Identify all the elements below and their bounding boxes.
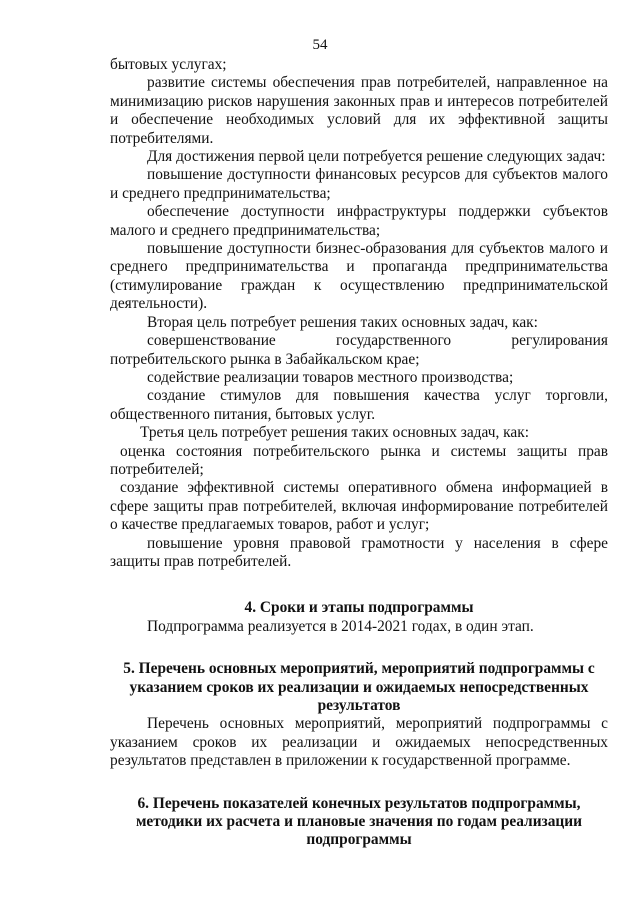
paragraph: обеспечение доступности инфраструктуры поддержки субъектов малого и среднего предпринимательства; bbox=[110, 203, 608, 239]
paragraph: развитие системы обеспечения прав потребителей, направленное на минимизацию рисков нарушения законных прав и интересов потребителей и обеспечение необходимых условий для их эффективной защиты потребителями. bbox=[110, 74, 608, 147]
paragraph: повышение доступности финансовых ресурсов для субъектов малого и среднего предпринимательства; bbox=[110, 166, 608, 202]
paragraph: содействие реализации товаров местного производства; bbox=[147, 368, 514, 386]
section-5-heading: 5. Перечень основных мероприятий, мероприятий подпрограммы с указанием сроков их реализации и ожидаемых непосредственных результатов bbox=[123, 660, 595, 714]
paragraph: оценка состояния потребительского рынка и системы защиты прав потребителей; bbox=[110, 442, 608, 478]
paragraph: создание эффективной системы оперативного обмена информацией в сфере защиты прав потребителей, включая информирование потребителей о качестве предлагаемых товаров, работ и услуг; bbox=[110, 479, 608, 534]
paragraph: Третья цель потребует решения таких основных задач, как: bbox=[140, 424, 529, 442]
document-body bbox=[110, 56, 608, 850]
page-number: 54 bbox=[312, 37, 328, 53]
section-4-heading: 4. Сроки и этапы подпрограммы bbox=[244, 599, 474, 617]
paragraph: Для достижения первой цели потребуется решение следующих задач: bbox=[147, 148, 606, 166]
paragraph: бытовых услугах; bbox=[110, 56, 227, 73]
section-5-text: Перечень основных мероприятий, мероприятий подпрограммы с указанием сроков их реализации и ожидаемых непосредственных результатов представлен в приложении к государственной программе. bbox=[110, 715, 608, 770]
paragraph: создание стимулов для повышения качества услуг торговли, общественного питания, бытовых услуг. bbox=[110, 387, 608, 423]
section-4-text: Подпрограмма реализуется в 2014-2021 годах, в один этап. bbox=[147, 617, 534, 635]
paragraph: повышение уровня правовой грамотности у населения в сфере защиты прав потребителей. bbox=[110, 534, 608, 570]
section-6-heading: 6. Перечень показателей конечных результатов подпрограммы, методики их расчета и плановые значения по годам реализации подпрограммы bbox=[135, 794, 583, 849]
paragraph: повышение доступности бизнес-образования для субъектов малого и среднего предпринимательства и пропаганда предпринимательства (стимулирование граждан к осуществлению предпринимательской деятельности). bbox=[110, 240, 608, 313]
paragraph: Вторая цель потребует решения таких основных задач, как: bbox=[147, 313, 538, 331]
paragraph: совершенствование государственного регулирования потребительского рынка в Забайкальском крае; bbox=[110, 332, 608, 368]
